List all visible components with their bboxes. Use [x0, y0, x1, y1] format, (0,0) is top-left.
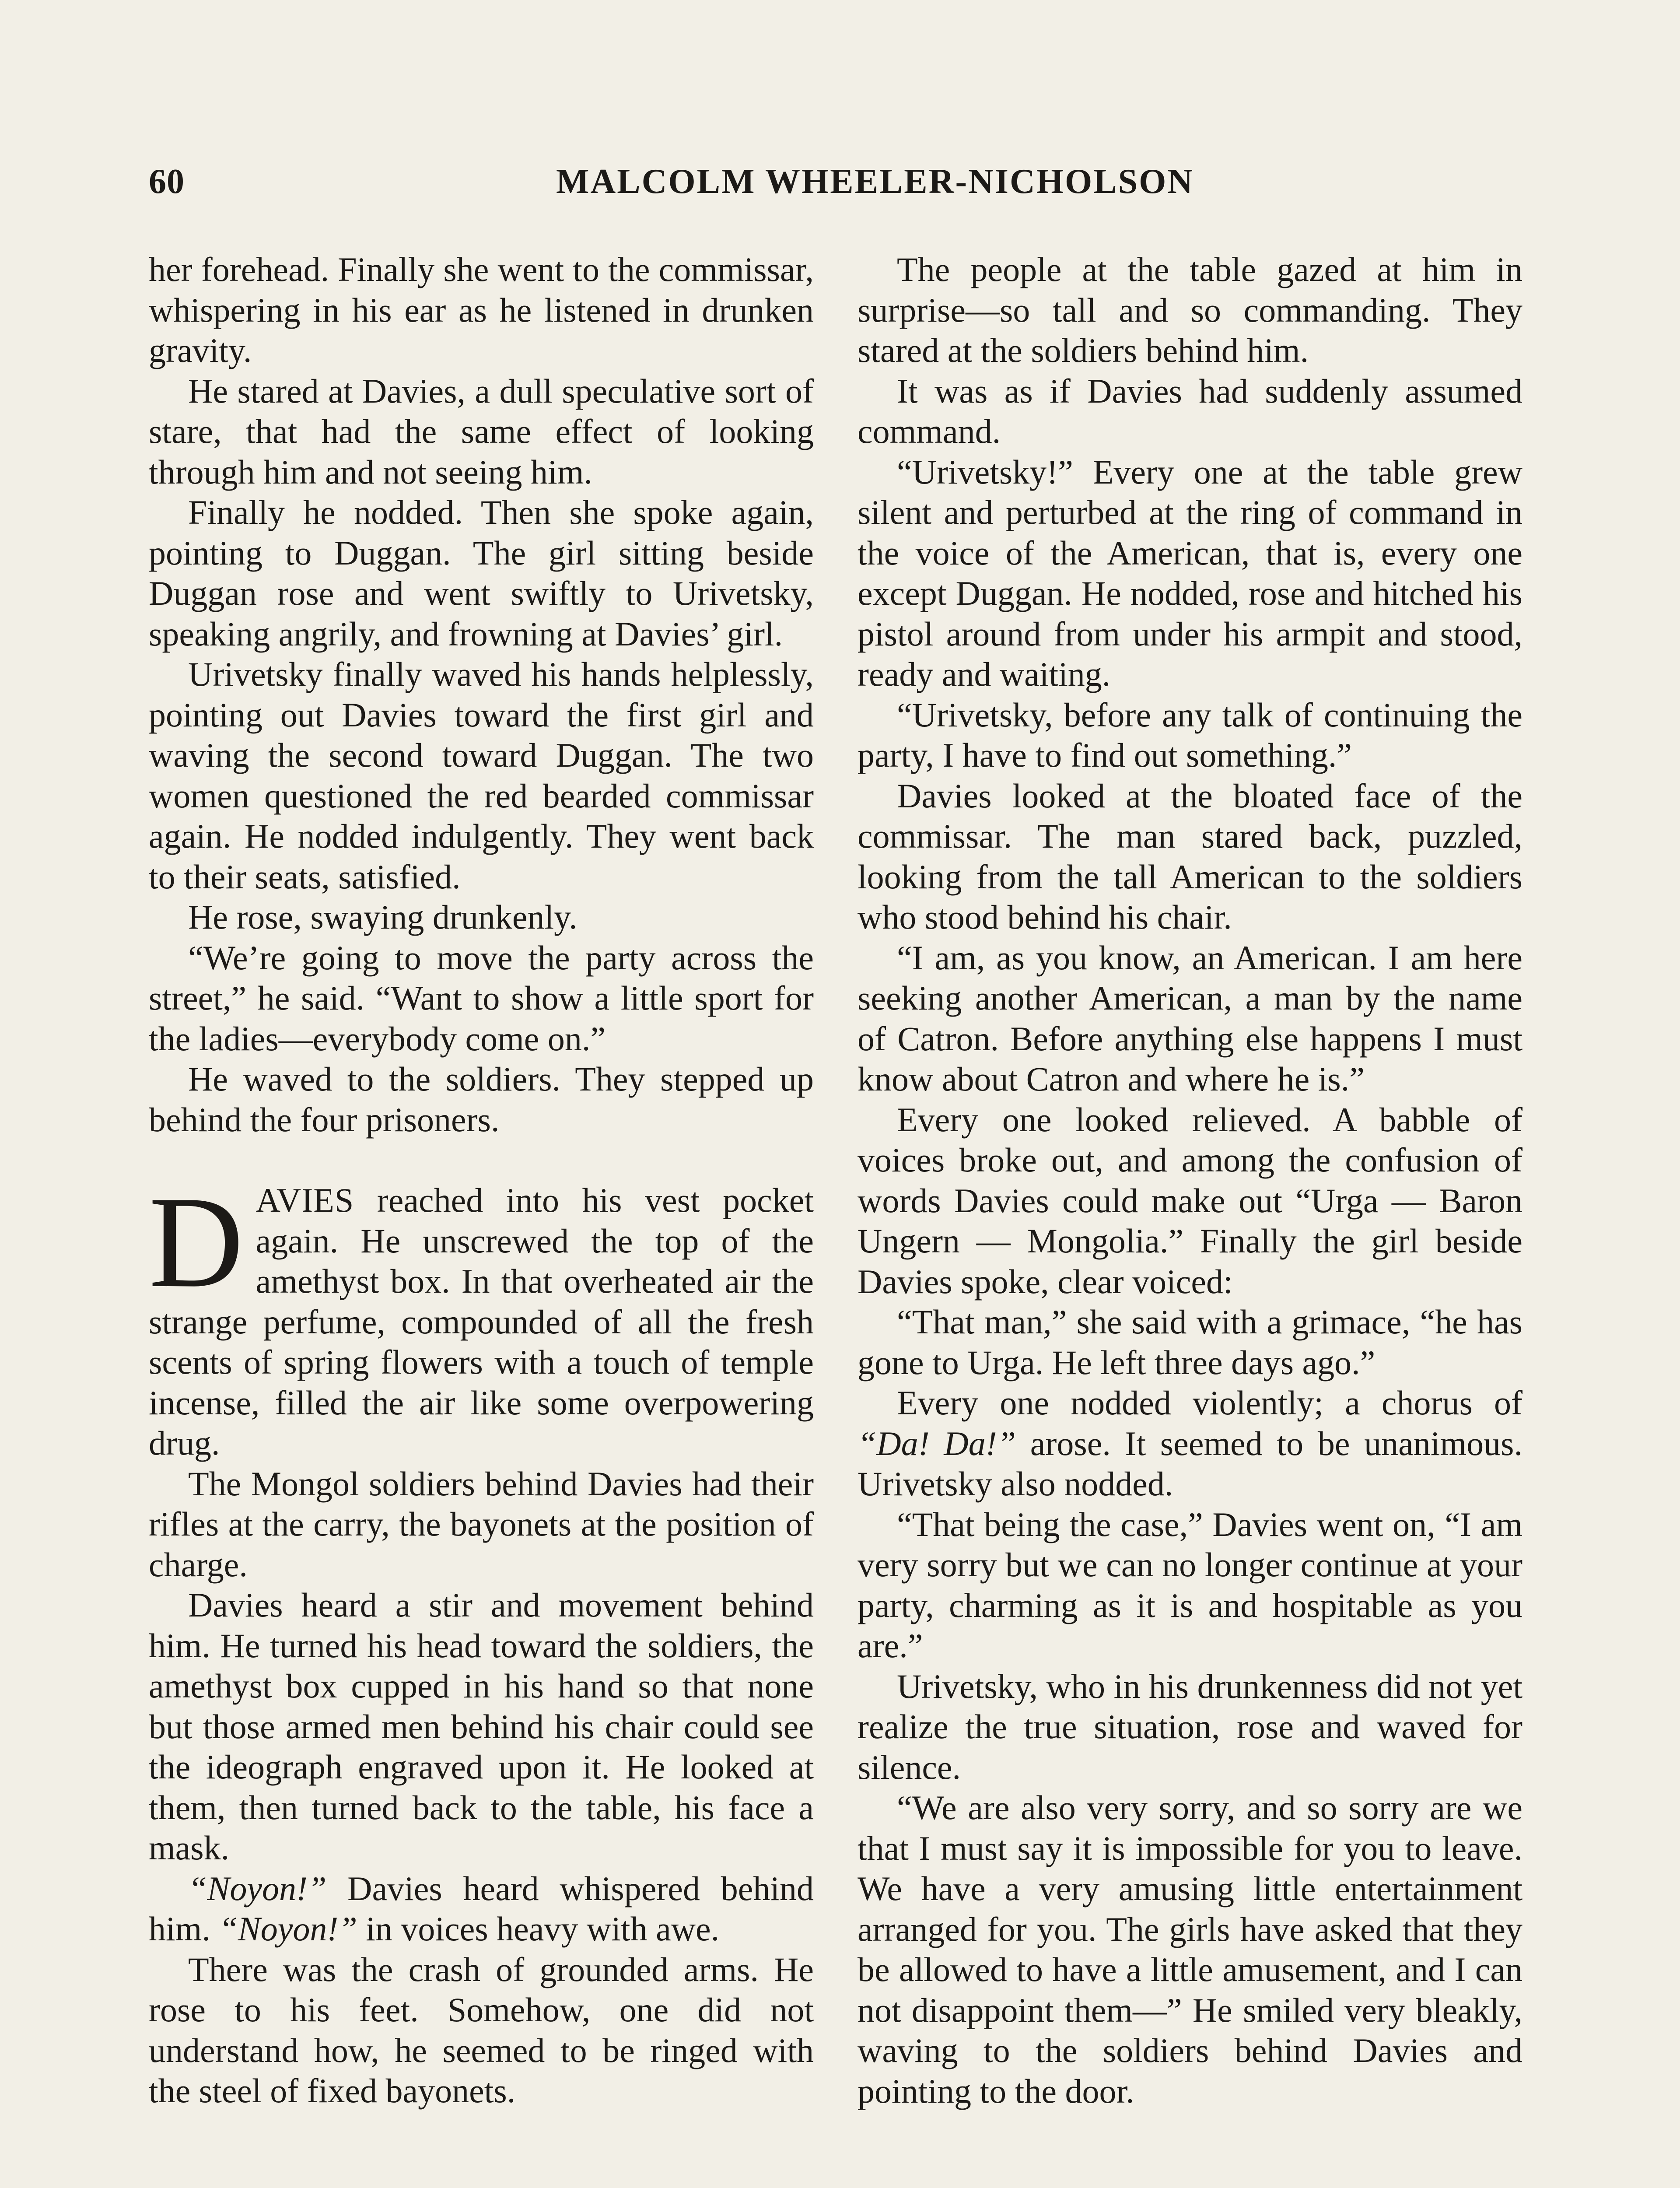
paragraph-text: Davies heard whispered behind him.: [149, 1869, 814, 1948]
paragraph: There was the crash of grounded arms. He rose to his feet. Somehow, one did not understand how, he seemed to be ringed with the steel of fixed bayonets.: [149, 1950, 814, 2110]
lead-in-caps: AVIES: [256, 1181, 354, 1219]
right-column: [858, 249, 1522, 2111]
paragraph: “Urivetsky, before any talk of continuing the party, I have to find out something.”: [858, 695, 1522, 774]
paragraph: Urivetsky finally waved his hands helplessly, pointing out Davies toward the first girl and waving the second toward Duggan. The two women questioned the red bearded commissar again. He nodded indulgently. They went back to their seats, satisfied.: [149, 655, 814, 896]
paragraph-text: reached into his vest pocket again. He unscrewed the top of the amethyst box. In that overheated air the strange perfume, compounded of all the fresh scents of spring flowers with a touch of temple incense, filled the air like some overpowering drug.: [149, 1181, 814, 1462]
italic-word: “Da! Da!”: [858, 1424, 1016, 1462]
paragraph-text: arose. It seemed to be unanimous. Urivetsky also nodded.: [858, 1424, 1522, 1503]
paragraph: He rose, swaying drunkenly.: [188, 898, 578, 936]
paragraph: Finally he nodded. Then she spoke again, pointing to Duggan. The girl sitting beside Duggan rose and went swiftly to Urivetsky, speaking angrily, and frowning at Davies’ girl.: [149, 493, 814, 653]
paragraph: He waved to the soldiers. They stepped up behind the four prisoners.: [149, 1060, 814, 1139]
paragraph: “That man,” she said with a grimace, “he has gone to Urga. He left three days ago.”: [858, 1303, 1522, 1382]
paragraph-text: in voices heavy with awe.: [357, 1910, 720, 1948]
paragraph: It was as if Davies had suddenly assumed command.: [858, 372, 1522, 450]
running-head: MALCOLM WHEELER-NICHOLSON: [556, 162, 1194, 201]
paragraph: [858, 1383, 1522, 1504]
section-opening-paragraph: [149, 1169, 814, 1464]
paragraph: [149, 1869, 814, 1950]
paragraph: Davies heard a stir and movement behind him. He turned his head toward the soldiers, the amethyst box cupped in his hand so that none but those armed men behind his chair could see the ideograph engraved upon it. He looked at them, then turned back to the table, his face a mask.: [149, 1586, 814, 1867]
paragraph: her forehead. Finally she went to the commissar, whispering in his ear as he listened in drunken gravity.: [149, 250, 814, 369]
paragraph: “Urivetsky!” Every one at the table grew silent and perturbed at the ring of command in the voice of the American, that is, every one except Duggan. He nodded, rose and hitched his pistol around from under his armpit and stood, ready and waiting.: [858, 452, 1522, 693]
paragraph: Davies looked at the bloated face of the commissar. The man stared back, puzzled, looking from the tall American to the soldiers who stood behind his chair.: [858, 776, 1522, 936]
left-column: [149, 249, 814, 2111]
italic-word: “Noyon!”: [219, 1910, 357, 1948]
paragraph: “That being the case,” Davies went on, “I am very sorry but we can no longer continue at your party, charming as it is and hospitable as you are.”: [858, 1505, 1522, 1665]
drop-cap: D: [149, 1169, 244, 1315]
paragraph: “We are also very sorry, and so sorry are we that I must say it is impossible for you to leave. We have a very amusing little entertainment arranged for you. The girls have asked that they be allowed to have a little amusement, and I can not disappoint them—” He smiled very bleakly, waving to the soldiers behind Davies and pointing to the door.: [858, 1788, 1522, 2110]
paragraph: “I am, as you know, an American. I am here seeking another American, a man by the name of Catron. Before anything else happens I must know about Catron and where he is.”: [858, 938, 1522, 1098]
paragraph: “We’re going to move the party across the street,” he said. “Want to show a little sport for the ladies—everybody come on.”: [149, 938, 814, 1058]
paragraph: The Mongol soldiers behind Davies had their rifles at the carry, the bayonets at the position of charge.: [149, 1464, 814, 1584]
paragraph-text: Every one nodded violently; a chorus of: [897, 1384, 1522, 1422]
paragraph: The people at the table gazed at him in surprise—so tall and so commanding. They stared at the soldiers behind him.: [858, 250, 1522, 369]
italic-word: “Noyon!”: [188, 1869, 327, 1907]
page-number: 60: [149, 162, 185, 201]
paragraph: He stared at Davies, a dull speculative sort of stare, that had the same effect of looking through him and not seeing him.: [149, 372, 814, 491]
paragraph: Every one looked relieved. A babble of voices broke out, and among the confusion of words Davies could make out “Urga — Baron Ungern — Mongolia.” Finally the girl beside Davies spoke, clear voiced:: [858, 1100, 1522, 1301]
paragraph: Urivetsky, who in his drunkenness did not yet realize the true situation, rose and waved for silence.: [858, 1667, 1522, 1786]
